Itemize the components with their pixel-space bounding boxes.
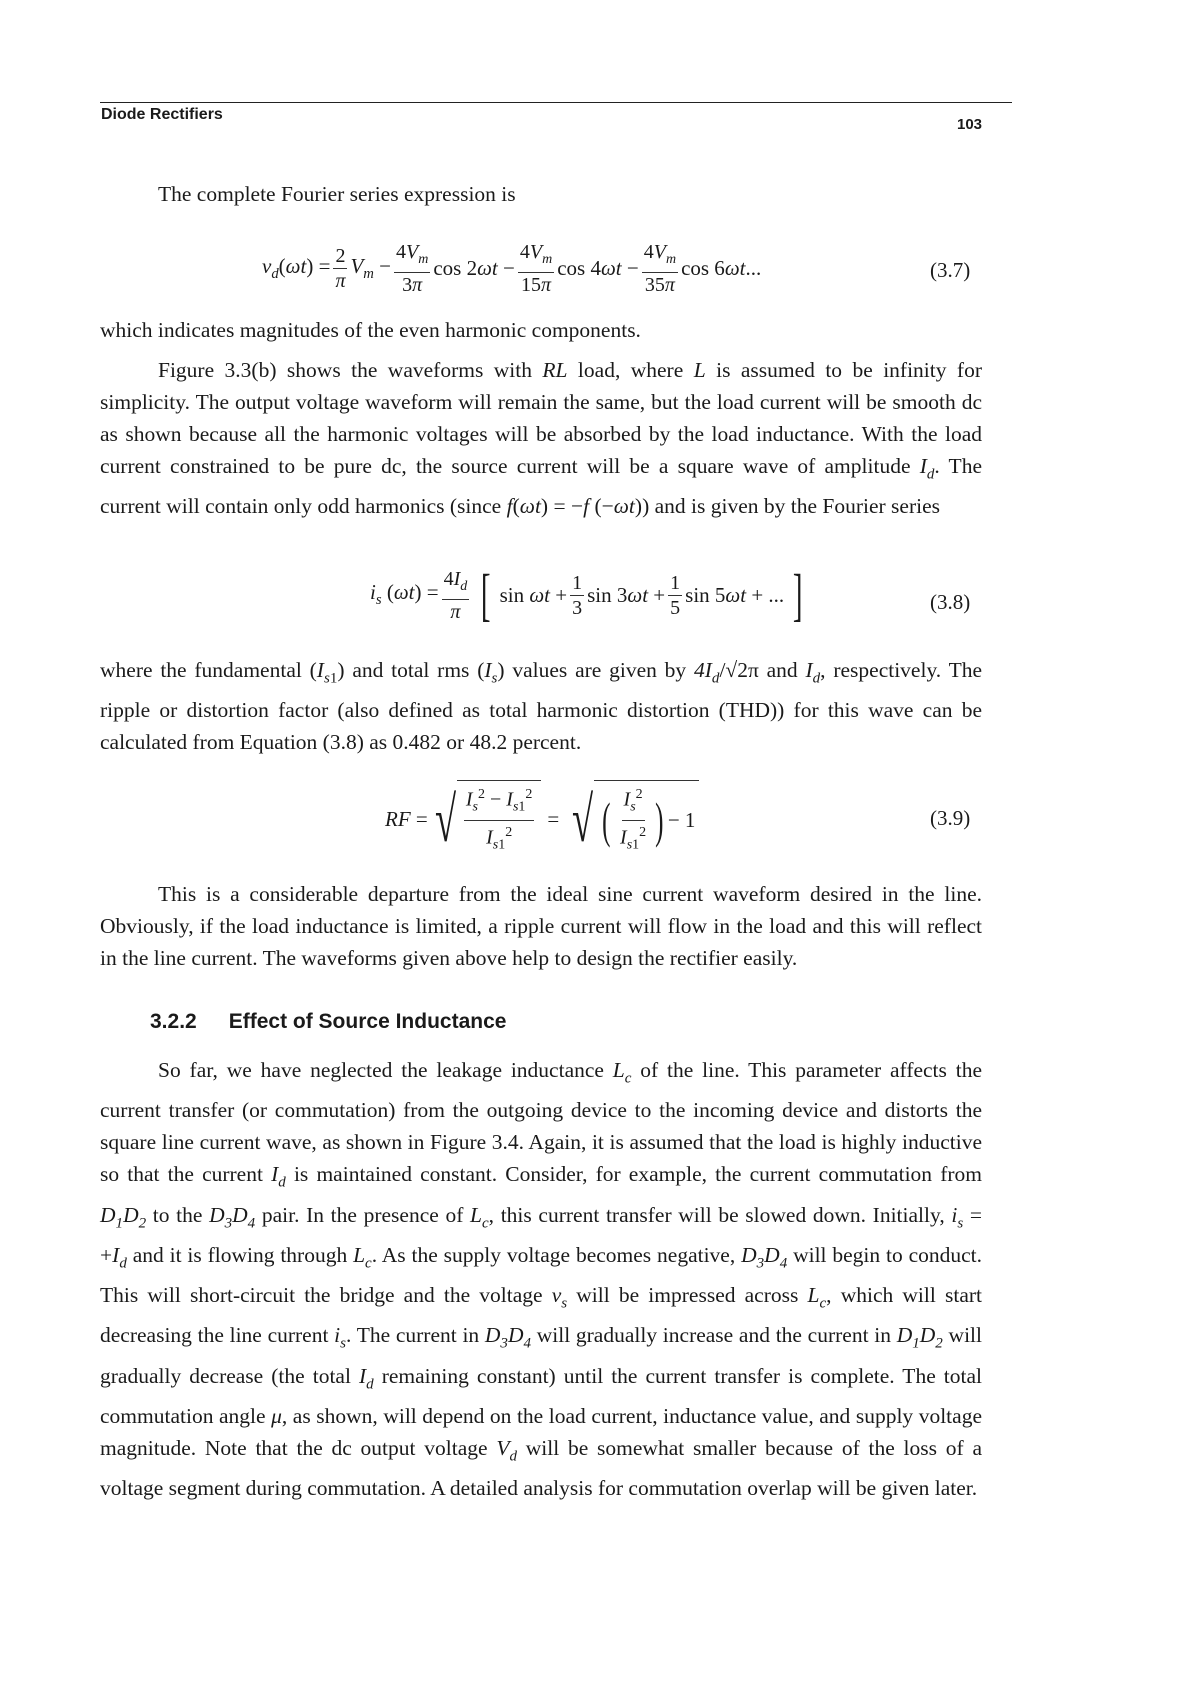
numerator: $I_s^2$ <box>622 783 645 821</box>
paragraph-departure: This is a considerable departure from the ideal sine current waveform desired in the line. Obviously, if the load inductance is limited, a ripple current will flow in the load and this will reflect in the line current. The waveforms given above help to design the rectifier easily. <box>100 882 982 970</box>
paragraph-intro: The complete Fourier series expression is <box>158 182 516 206</box>
square-root <box>565 780 699 859</box>
fraction <box>394 240 430 297</box>
numerator: 1 <box>670 571 681 594</box>
equation-number: (3.9) <box>930 806 971 830</box>
radical-sign: √ <box>572 783 594 855</box>
radical-sign: √ <box>434 783 456 855</box>
fraction <box>518 240 554 297</box>
section-title: Effect of Source Inductance <box>228 1010 507 1033</box>
header-rule <box>100 102 1012 103</box>
eq-lhs: $i_s$ (ωt) = <box>370 580 439 609</box>
denominator: 5 <box>670 596 681 619</box>
denominator: 3π <box>402 274 423 296</box>
numerator: $4V_m$ <box>394 240 430 273</box>
equals-sign: = <box>547 807 560 832</box>
eq-term: cos 6ωt... <box>681 256 762 280</box>
running-title: Diode Rectifiers <box>101 106 223 123</box>
numerator: $I_s^2 - I_{s1}^2$ <box>464 783 535 821</box>
eq-term: − 1 <box>667 807 696 832</box>
paragraph-fundamental: where the fundamental $(I_{s1})$ and total rms $(I_s)$ values are given by $4I_d/√2\pi$ and $I_d$, respectively. The ripple or distortion factor (also defined as total harmonic distortion (THD)) for this wave can be calculated from Equation (3.8) as 0.482 or 48.2 percent. <box>100 658 983 755</box>
fraction <box>642 240 678 297</box>
eq-lhs: $v_d(\omega t)$ = <box>262 253 331 283</box>
equation-3-7 <box>262 240 761 297</box>
equation-number: (3.8) <box>930 590 971 614</box>
left-bracket: [ <box>481 562 491 627</box>
eq-term: cos 4ωt − <box>557 256 639 280</box>
section-number: 3.2.2 <box>150 1010 197 1033</box>
left-paren: ( <box>602 792 611 849</box>
denominator: $I_{s1}^2$ <box>486 824 513 853</box>
paragraph-even-harmonics: which indicates magnitudes of the even harmonic components. <box>100 318 641 342</box>
fraction <box>442 567 470 624</box>
square-root <box>428 780 542 859</box>
fraction <box>668 571 682 620</box>
eq-term: sin 5ωt + ... <box>685 582 785 607</box>
fraction <box>618 783 648 857</box>
denominator: π <box>450 600 461 623</box>
numerator: 1 <box>572 571 583 594</box>
numerator: $4V_m$ <box>518 240 554 273</box>
equation-number: (3.7) <box>930 258 971 282</box>
denominator: 15π <box>521 274 552 296</box>
fraction <box>333 244 347 293</box>
eq-term: cos 2ωt − <box>433 256 515 280</box>
denominator: $I_{s1}^2$ <box>620 824 647 853</box>
denominator: 35π <box>644 274 675 296</box>
right-paren: ) <box>655 792 664 849</box>
numerator: 2 <box>335 245 346 267</box>
equation-3-9 <box>385 780 699 859</box>
denominator: π <box>335 270 346 292</box>
equation-3-8 <box>370 562 812 627</box>
section-heading <box>150 1010 506 1034</box>
eq-lhs: RF = <box>385 807 428 832</box>
fraction <box>570 571 584 620</box>
paragraph-source-inductance: So far, we have neglected the leakage inductance $L_c$ of the line. This parameter affects the current transfer (or commutation) from the outgoing device to the incoming device and distorts the square line current wave, as shown in Figure 3.4. Again, it is assumed that the load is highly inductive so that the current $I_d$ is maintained constant. Consider, for example, the current commutation from $D_1D_2$ to the $D_3D_4$ pair. In the presence of $L_c$, this current transfer will be slowed down. Initially, $i_s = +I_d$ and it is flowing through $L_c$. As the supply voltage becomes negative, $D_3D_4$ will begin to conduct. This will short-circuit the bridge and the voltage $v_s$ will be impressed across $L_c$, which will start decreasing the line current $i_s$. The current in $D_3D_4$ will gradually increase and the current in $D_1D_2$ will gradually decrease (the total $I_d$ remaining constant) until the current transfer is complete. The total commutation angle μ, as shown, will depend on the load current, inductance value, and supply voltage magnitude. Note that the dc output voltage $V_d$ will be somewhat smaller because of the loss of a voltage segment during commutation. A detailed analysis for commutation overlap will be given later. <box>100 1058 983 1501</box>
eq-term: sin 3ωt + <box>587 582 666 607</box>
right-bracket: ] <box>793 562 803 627</box>
paragraph-rl-load: Figure 3.3(b) shows the waveforms with RL load, where L is assumed to be infinity for simplicity. The output voltage waveform will remain the same, but the load current will be smooth dc as shown because all the harmonic voltages will be absorbed by the load inductance. With the load current constrained to be pure dc, the source current will be a square wave of amplitude $I_d$. The current will contain only odd harmonics (since f(ωt) = −f (−ωt)) and is given by the Fourier series <box>100 358 982 519</box>
numerator: $4V_m$ <box>642 240 678 273</box>
numerator: $4I_d$ <box>442 567 470 600</box>
eq-term: sin ωt + <box>499 582 568 607</box>
page-number: 103 <box>957 116 983 133</box>
fraction <box>464 783 535 857</box>
eq-term: $V_m$ − <box>350 253 391 283</box>
denominator: 3 <box>572 596 583 619</box>
